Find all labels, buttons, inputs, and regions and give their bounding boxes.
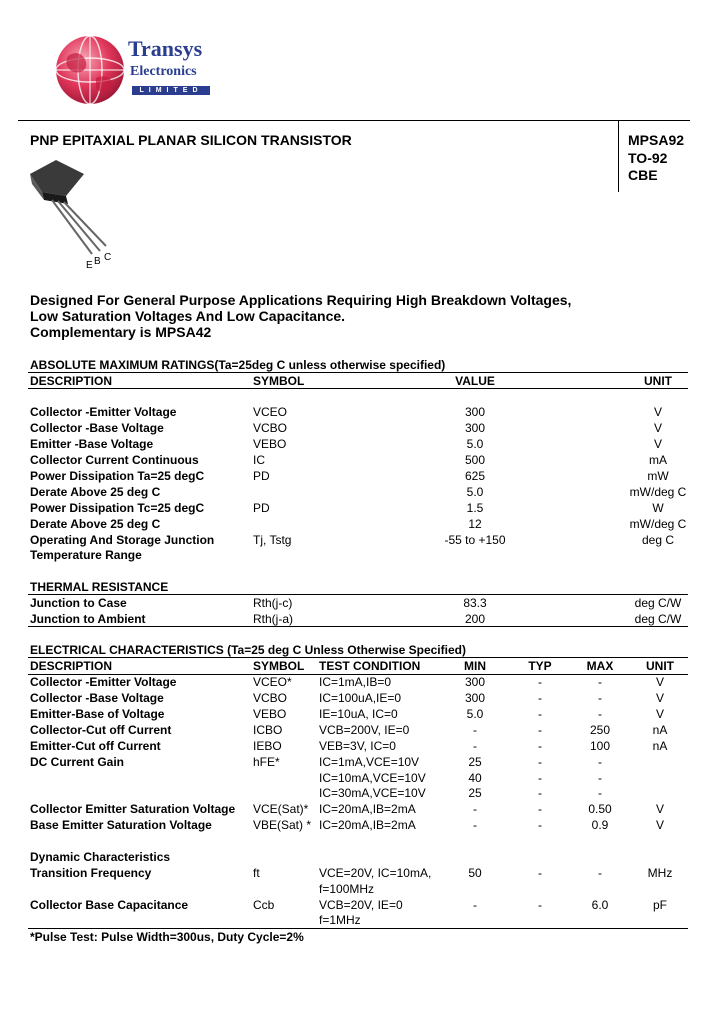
min-cell: 5.0 [466, 707, 484, 721]
col-header-value: VALUE [455, 374, 495, 388]
max-cell: - [598, 755, 602, 769]
max-cell: - [598, 771, 602, 785]
header-divider [618, 120, 619, 192]
intro-line: Complementary is MPSA42 [30, 324, 212, 340]
description-cell: Collector -Emitter Voltage [30, 405, 177, 419]
unit-cell: nA [652, 723, 668, 737]
value-cell: 300 [464, 405, 486, 419]
unit-cell: V [655, 818, 664, 832]
abs-max-continuation: Temperature Range [30, 548, 142, 562]
max-cell: 250 [589, 723, 611, 737]
limited-label: LIMITED [139, 87, 203, 94]
intro-line: Low Saturation Voltages And Low Capacitance. [30, 308, 346, 324]
condition-cell: IC=10mA,VCE=10V [319, 771, 426, 785]
pinout-order: CBE [628, 167, 658, 183]
condition-cell: IC=20mA,IB=2mA [319, 802, 416, 816]
unit-cell: mW/deg C [629, 485, 687, 499]
description-cell: Derate Above 25 deg C [30, 485, 161, 499]
page-title: PNP EPITAXIAL PLANAR SILICON TRANSISTOR [30, 132, 352, 148]
value-cell: 300 [464, 421, 486, 435]
electrical-title: ELECTRICAL CHARACTERISTICS (Ta=25 deg C Unless Otherwise Specified) [30, 643, 466, 657]
col-header-unit: UNIT [644, 374, 672, 388]
intro-text [30, 292, 571, 340]
typ-cell: - [538, 898, 542, 912]
condition-cell: IC=1mA,IB=0 [319, 675, 392, 689]
typ-cell: - [538, 675, 542, 689]
max-cell: 0.9 [591, 818, 609, 832]
description-cell: Power Dissipation Ta=25 degC [30, 469, 205, 483]
unit-cell: mW/deg C [629, 517, 687, 531]
unit-cell: deg C/W [634, 596, 682, 610]
condition-cell: VCB=20V, IE=0 [319, 898, 403, 912]
rule [28, 372, 688, 373]
condition-cell: f=100MHz [319, 882, 375, 896]
description-cell: Collector -Emitter Voltage [30, 675, 177, 689]
col-header-min: MIN [464, 659, 486, 673]
intro-line: Designed For General Purpose Applications Requiring High Breakdown Voltages, [30, 292, 572, 308]
typ-cell: - [538, 802, 542, 816]
description-cell: Base Emitter Saturation Voltage [30, 818, 212, 832]
symbol-cell: VBE(Sat) * [253, 818, 312, 832]
abs-max-title: ABSOLUTE MAXIMUM RATINGS(Ta=25deg C unless otherwise specified) [30, 358, 446, 372]
unit-cell: V [653, 437, 662, 451]
unit-cell: nA [652, 739, 668, 753]
symbol-cell: IEBO [253, 739, 282, 753]
max-cell: - [598, 707, 602, 721]
symbol-cell: ft [253, 866, 260, 880]
unit-cell: mW [647, 469, 669, 483]
unit-cell: mA [649, 453, 667, 467]
description-cell: Collector Base Capacitance [30, 898, 189, 912]
unit-cell: deg C/W [634, 612, 682, 626]
typ-cell: - [538, 691, 542, 705]
typ-cell: - [538, 707, 542, 721]
description-cell: Junction to Case [30, 596, 127, 610]
value-cell: 625 [464, 469, 486, 483]
symbol-cell: Tj, Tstg [253, 533, 292, 547]
symbol-cell: VCBO [253, 421, 288, 435]
unit-cell: V [655, 802, 664, 816]
value-cell: 5.0 [466, 437, 484, 451]
package-type: TO-92 [628, 150, 668, 166]
typ-cell: - [538, 866, 542, 880]
value-cell: 1.5 [466, 501, 484, 515]
unit-cell: MHz [647, 866, 673, 880]
value-cell: 500 [464, 453, 486, 467]
max-cell: - [598, 691, 602, 705]
symbol-cell: VCEO* [253, 675, 292, 689]
max-cell: - [598, 866, 602, 880]
min-cell: 300 [464, 691, 486, 705]
typ-cell: - [538, 739, 542, 753]
unit-cell: V [653, 405, 662, 419]
max-cell: 6.0 [591, 898, 609, 912]
typ-cell: - [538, 818, 542, 832]
typ-cell: - [538, 755, 542, 769]
rule [28, 594, 688, 595]
symbol-cell: Ccb [253, 898, 275, 912]
col-header-test-condition: TEST CONDITION [319, 659, 421, 673]
globe-logo-icon [54, 34, 126, 106]
col-header-symbol: SYMBOL [253, 374, 305, 388]
value-cell: 200 [464, 612, 486, 626]
unit-cell: W [652, 501, 664, 515]
min-cell: 25 [468, 755, 482, 769]
description-cell: Collector-Cut off Current [30, 723, 172, 737]
limited-bar [132, 86, 210, 95]
typ-cell: - [538, 771, 542, 785]
condition-cell: IC=1mA,VCE=10V [319, 755, 420, 769]
value-cell: 83.3 [463, 596, 487, 610]
symbol-cell: Rth(j-a) [253, 612, 294, 626]
description-cell: Derate Above 25 deg C [30, 517, 161, 531]
condition-cell: VCB=200V, IE=0 [319, 723, 410, 737]
symbol-cell: PD [253, 469, 270, 483]
description-cell: Collector Emitter Saturation Voltage [30, 802, 236, 816]
symbol-cell: PD [253, 501, 270, 515]
description-cell: Collector -Base Voltage [30, 421, 164, 435]
min-cell: - [473, 739, 477, 753]
pin-label-e: E [86, 260, 93, 271]
value-cell: 12 [468, 517, 482, 531]
min-cell: - [473, 898, 477, 912]
condition-cell: VEB=3V, IC=0 [319, 739, 396, 753]
symbol-cell: hFE* [253, 755, 280, 769]
rule [28, 626, 688, 627]
condition-cell: IC=100uA,IE=0 [319, 691, 402, 705]
col-header-description: DESCRIPTION [30, 374, 113, 388]
condition-cell: IC=20mA,IB=2mA [319, 818, 416, 832]
description-cell: Junction to Ambient [30, 612, 146, 626]
symbol-cell: VEBO [253, 707, 287, 721]
unit-cell: V [655, 691, 664, 705]
company-logo [54, 34, 224, 106]
col-header-max: MAX [586, 659, 614, 673]
pin-label-b: B [94, 256, 101, 267]
symbol-cell: VEBO [253, 437, 287, 451]
symbol-cell: IC [253, 453, 265, 467]
unit-cell: V [653, 421, 662, 435]
description-cell: Emitter -Base Voltage [30, 437, 154, 451]
condition-cell: IE=10uA, IC=0 [319, 707, 398, 721]
description-cell: Collector -Base Voltage [30, 691, 164, 705]
max-cell: - [598, 675, 602, 689]
max-cell: - [598, 786, 602, 800]
min-cell: 40 [468, 771, 482, 785]
company-division: Electronics [130, 64, 197, 79]
min-cell: - [473, 802, 477, 816]
unit-cell: V [655, 707, 664, 721]
thermal-title: THERMAL RESISTANCE [30, 580, 169, 594]
description-cell: Emitter-Cut off Current [30, 739, 161, 753]
symbol-cell: Rth(j-c) [253, 596, 293, 610]
max-cell: 100 [589, 739, 611, 753]
rule [28, 388, 688, 389]
condition-cell: IC=30mA,VCE=10V [319, 786, 426, 800]
symbol-cell: VCE(Sat)* [253, 802, 309, 816]
condition-cell: VCE=20V, IC=10mA, [319, 866, 432, 880]
col-header-symbol: SYMBOL [253, 659, 305, 673]
dynamic-title: Dynamic Characteristics [30, 850, 171, 864]
symbol-cell: ICBO [253, 723, 283, 737]
typ-cell: - [538, 723, 542, 737]
min-cell: 25 [468, 786, 482, 800]
description-cell: DC Current Gain [30, 755, 125, 769]
unit-cell: deg C [641, 533, 675, 547]
description-cell: Collector Current Continuous [30, 453, 199, 467]
typ-cell: - [538, 786, 542, 800]
value-cell: -55 to +150 [444, 533, 506, 547]
description-cell: Power Dissipation Tc=25 degC [30, 501, 205, 515]
part-number: MPSA92 [628, 132, 685, 148]
unit-cell: V [655, 675, 664, 689]
header-top-rule [18, 120, 690, 121]
col-header-typ: TYP [528, 659, 552, 673]
min-cell: - [473, 818, 477, 832]
max-cell: 0.50 [588, 802, 612, 816]
description-cell: Operating And Storage Junction [30, 533, 215, 547]
symbol-cell: VCEO [253, 405, 288, 419]
company-name: Transys [128, 36, 203, 61]
min-cell: 300 [464, 675, 486, 689]
symbol-cell: VCBO [253, 691, 288, 705]
col-header-unit: UNIT [646, 659, 674, 673]
value-cell: 5.0 [466, 485, 484, 499]
description-cell: Emitter-Base of Voltage [30, 707, 165, 721]
description-cell: Transition Frequency [30, 866, 152, 880]
footnote: *Pulse Test: Pulse Width=300us, Duty Cycle=2% [30, 930, 304, 944]
min-cell: 50 [468, 866, 482, 880]
pin-label-c: C [104, 252, 112, 263]
unit-cell: pF [652, 898, 667, 912]
condition-cell: f=1MHz [319, 913, 361, 927]
col-header-description: DESCRIPTION [30, 659, 113, 673]
min-cell: - [473, 723, 477, 737]
